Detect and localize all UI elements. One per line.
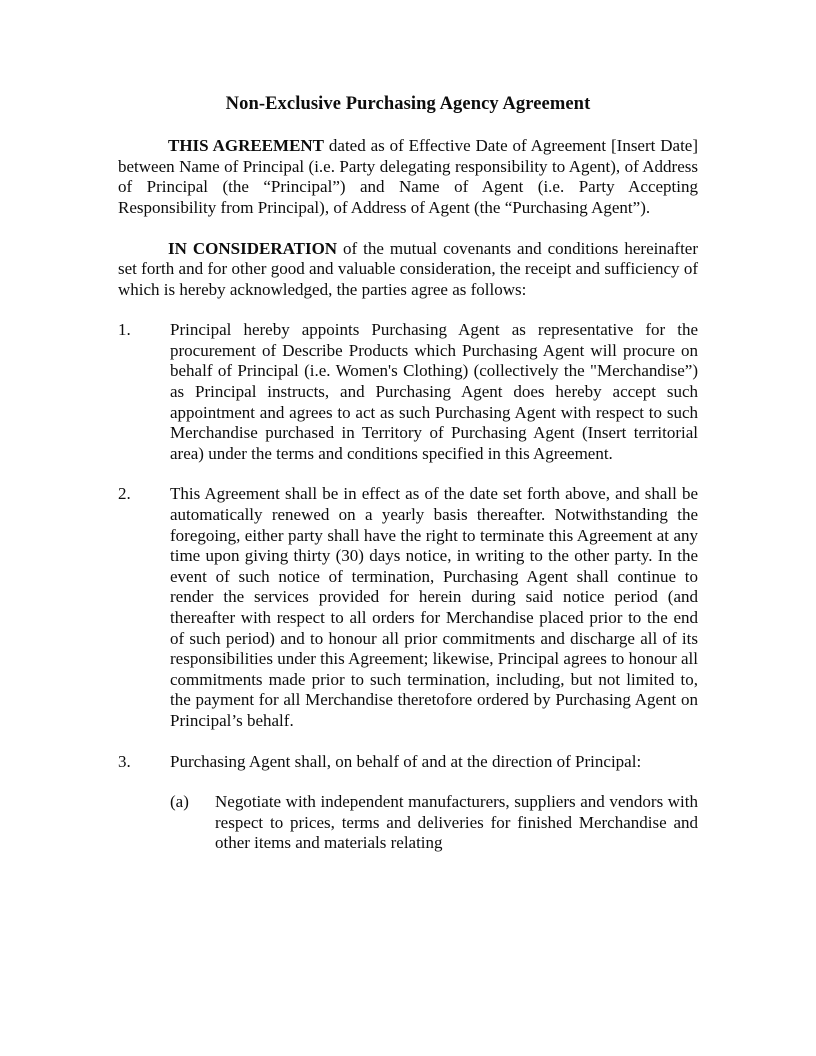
paragraph-this-agreement bbox=[118, 116, 698, 218]
clause-text-2: This Agreement shall be in effect as of the date set forth above, and shall be automatically renewed on a yearly basis thereafter. Notwithstanding the foregoing, either party shall have the right to terminate this Agreement at any time upon giving thirty (30) days notice, in writing to the other party. In the event of such notice of termination, Purchasing Agent shall continue to render the services provided for herein during said notice period (and thereafter with respect to all orders for Merchandise placed prior to the end of such period) and to honour all prior commitments and discharge all of its responsibilities under this Agreement; likewise, Principal agrees to honour all commitments made prior to such termination, including, but not limited to, the payment for all Merchandise theretofore ordered by Purchasing Agent on Principal’s behalf. bbox=[170, 484, 698, 730]
clause-text-1: Principal hereby appoints Purchasing Agent as representative for the procurement of Describe Products which Purchasing Agent will procure on behalf of Principal (i.e. Women's Clothing) (collectively the "Merchandise”) as Principal instructs, and Purchasing Agent does hereby accept such appointment and agrees to act as such Purchasing Agent with respect to such Merchandise purchased in Territory of Purchasing Agent (Insert territorial area) under the terms and conditions specified in this Agreement. bbox=[170, 320, 698, 463]
clause-number-3: 3. bbox=[118, 751, 131, 771]
clause-item-2 bbox=[118, 464, 698, 731]
clause-item-1 bbox=[118, 300, 698, 464]
clause-text-3: Purchasing Agent shall, on behalf of and at the direction of Principal: bbox=[170, 751, 642, 771]
paragraph-lead-this-agreement: THIS AGREEMENT bbox=[168, 136, 325, 156]
page-title: Non-Exclusive Purchasing Agency Agreement bbox=[225, 94, 591, 114]
clause-number-2: 2. bbox=[118, 484, 131, 504]
sub-clause-marker-a: (a) bbox=[170, 792, 189, 812]
paragraph-text-this-agreement: dated as of Effective Date of Agreement [Insert Date] between Name of Principal (i.e. Party delegating responsibility to Agent), of Address of Principal (the “Principal”) and Name of Agent (i.e. Party Accepting Responsibility from Principal), of Address of Agent (the “Purchasing Agent”). bbox=[118, 136, 698, 217]
sub-clause-text-a: Negotiate with independent manufacturers, suppliers and vendors with respect to prices, terms and deliveries for finished Merchandise and other items and materials relating bbox=[215, 792, 698, 853]
document-body bbox=[118, 0, 698, 854]
paragraph-lead-in-consideration: IN CONSIDERATION bbox=[168, 238, 338, 258]
clause-number-1: 1. bbox=[118, 320, 131, 340]
paragraph-in-consideration bbox=[118, 219, 698, 301]
clause-item-3 bbox=[118, 732, 698, 773]
sub-clause-item-a bbox=[118, 772, 698, 854]
paragraph-text-in-consideration: of the mutual covenants and conditions hereinafter set forth and for other good and valuable consideration, the receipt and sufficiency of which is hereby acknowledged, the parties agree as follows: bbox=[118, 238, 698, 299]
